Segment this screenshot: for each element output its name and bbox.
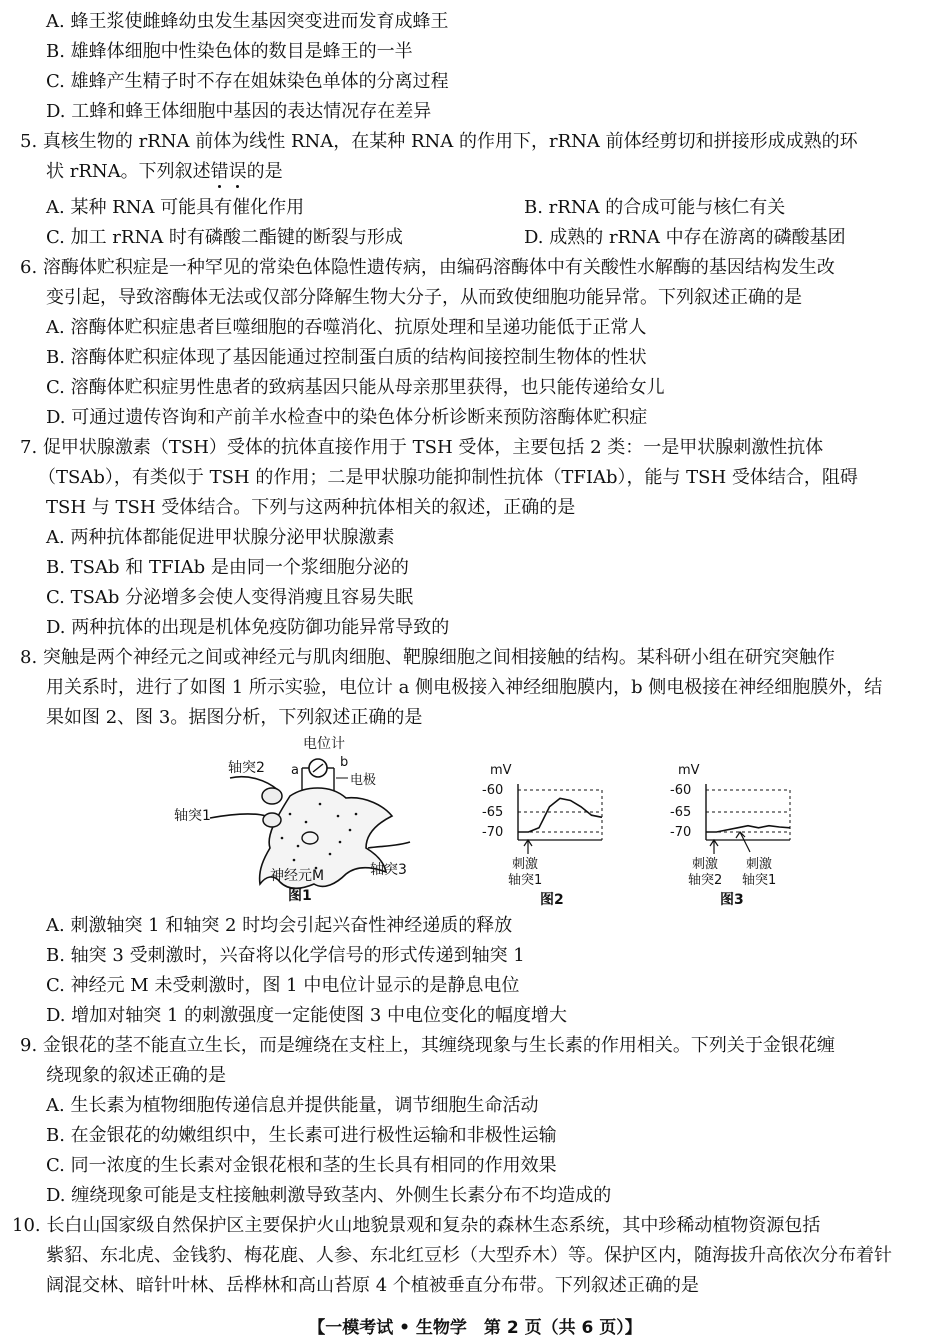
- fig2-stim-label-2: 轴突1: [508, 873, 543, 888]
- q6-option-b: B. 溶酶体贮积症体现了基因能通过控制蛋白质的结构间接控制生物体的性状: [46, 347, 647, 368]
- emphasis-mark: [211, 161, 247, 182]
- fig3-potential-curve: [706, 826, 790, 832]
- q9-option-b: B. 在金银花的幼嫩组织中，生长素可进行极性运输和非极性运输: [46, 1125, 557, 1146]
- emphasis-dot: [218, 185, 221, 188]
- fig2-caption: 图2: [540, 892, 564, 908]
- q9-stem-line1: 9. 金银花的茎不能直立生长，而是缠绕在支柱上，其缠绕现象与生长素的作用相关。下列关于金银花缠: [20, 1035, 835, 1056]
- q5-stem-line1: 5. 真核生物的 rRNA 前体为线性 RNA，在某种 RNA 的作用下，rRNA 前体经剪切和拼接形成成熟的环: [20, 131, 858, 152]
- fig3-stim2-label-1: 刺激: [746, 857, 773, 872]
- fig3-stim1-label-1: 刺激: [692, 857, 719, 872]
- q9-option-c: C. 同一浓度的生长素对金银花根和茎的生长具有相同的作用效果: [46, 1155, 557, 1176]
- q6-option-a: A. 溶酶体贮积症患者巨噬细胞的吞噬消化、抗原处理和呈递功能低于正常人: [46, 317, 647, 338]
- q6-option-d: D. 可通过遗传咨询和产前羊水检查中的染色体分析诊断来预防溶酶体贮积症: [46, 407, 648, 428]
- q9-option-a: A. 生长素为植物细胞传递信息并提供能量，调节细胞生命活动: [46, 1095, 539, 1116]
- q5-stem-pre: 状 rRNA。下列叙述: [46, 161, 211, 182]
- fig2-unit: mV: [490, 763, 512, 778]
- q5-option-a: A. 某种 RNA 可能具有催化作用: [46, 197, 305, 218]
- q8-option-c: C. 神经元 M 未受刺激时，图 1 中电位计显示的是静息电位: [46, 975, 520, 996]
- axon-3: [368, 842, 410, 848]
- fig3-stim2-label-2: 轴突1: [742, 873, 777, 888]
- q7-option-c: C. TSAb 分泌增多会使人变得消瘦且容易失眠: [46, 587, 414, 608]
- q6-option-c: C. 溶酶体贮积症男性患者的致病基因只能从母亲那里获得，也只能传递给女儿: [46, 377, 665, 398]
- q5-option-d: D. 成熟的 rRNA 中存在游离的磷酸基团: [524, 227, 846, 248]
- q10-stem-line1: 10. 长白山国家级自然保护区主要保护火山地貌景观和复杂的森林生态系统，其中珍稀动植物资源包括: [12, 1215, 821, 1236]
- q10-stem-line3: 阔混交林、暗针叶林、岳桦林和高山苔原 4 个植被垂直分布带。下列叙述正确的是: [46, 1275, 699, 1296]
- axon-2-terminal: [262, 788, 282, 804]
- fig3-stimulus-arrow-2: [740, 832, 750, 852]
- fig3-unit: mV: [678, 763, 700, 778]
- fig1-b-label: b: [340, 755, 349, 770]
- q7-option-d: D. 两种抗体的出现是机体免疫防御功能异常导致的: [46, 617, 450, 638]
- fig1-caption: 图1: [288, 888, 312, 904]
- q5-option-c: C. 加工 rRNA 时有磷酸二酯键的断裂与形成: [46, 227, 403, 248]
- fig3-stimulus-arrowhead-2: [736, 832, 745, 838]
- fig2-tick-65: -65: [482, 805, 504, 820]
- q4-option-c: C. 雄蜂产生精子时不存在姐妹染色单体的分离过程: [46, 71, 449, 92]
- q7-option-b: B. TSAb 和 TFIAb 是由同一个浆细胞分泌的: [46, 557, 409, 578]
- q5-stem-post: 的是: [246, 161, 283, 182]
- fig3-stim1-label-2: 轴突2: [688, 873, 723, 888]
- fig2-stim-label-1: 刺激: [512, 857, 539, 872]
- fig1-a-label: a: [291, 763, 299, 778]
- axon-1: [210, 814, 266, 818]
- figure-3-potential-chart: [666, 762, 796, 908]
- q4-option-b: B. 雄蜂体细胞中性染色体的数目是蜂王的一半: [46, 41, 413, 62]
- fig1-axon3-label: 轴突3: [370, 862, 407, 878]
- page-footer: 【一模考试 • 生物学 第 2 页（共 6 页）】: [308, 1318, 642, 1338]
- q8-stem-line2: 用关系时，进行了如图 1 所示实验，电位计 a 侧电极接入神经细胞膜内，b 侧电极接在神经细胞膜外，结: [46, 677, 883, 698]
- q7-stem-line2: （TSAb），有类似于 TSH 的作用；二是甲状腺功能抑制性抗体（TFIAb），能与 TSH 受体结合，阻碍: [38, 467, 858, 488]
- q5-stem-line2: [46, 160, 283, 184]
- fig2-potential-curve: [518, 798, 602, 832]
- q7-stem-line3: TSH 与 TSH 受体结合。下列与这两种抗体相关的叙述，正确的是: [46, 497, 576, 518]
- q4-option-a: A. 蜂王浆使雌蜂幼虫发生基因突变进而发育成蜂王: [46, 11, 449, 32]
- voltmeter-needle: [313, 764, 323, 772]
- q5-emphasis-word: 错误: [210, 161, 247, 182]
- q5-option-b: B. rRNA 的合成可能与核仁有关: [524, 197, 786, 218]
- q8-option-a: A. 刺激轴突 1 和轴突 2 时均会引起兴奋性神经递质的释放: [46, 915, 513, 936]
- q8-option-d: D. 增加对轴突 1 的刺激强度一定能使图 3 中电位变化的幅度增大: [46, 1005, 568, 1026]
- figure-1-neuron-diagram: [170, 734, 430, 906]
- q8-stem-line1: 8. 突触是两个神经元之间或神经元与肌肉细胞、靶腺细胞之间相接触的结构。某科研小组在研究突触作: [20, 647, 835, 668]
- fig1-axon1-label: 轴突1: [174, 808, 211, 824]
- q6-stem-line2: 变引起，导致溶酶体无法或仅部分降解生物大分子，从而致使细胞功能异常。下列叙述正确的是: [46, 287, 802, 308]
- fig3-tick-60: -60: [670, 783, 692, 798]
- q10-stem-line2: 紫貂、东北虎、金钱豹、梅花鹿、人参、东北红豆杉（大型乔木）等。保护区内，随海拔升高依次分布着针: [46, 1245, 892, 1266]
- fig2-tick-70: -70: [482, 825, 504, 840]
- q6-stem-line1: 6. 溶酶体贮积症是一种罕见的常染色体隐性遗传病，由编码溶酶体中有关酸性水解酶的基因结构发生改: [20, 257, 835, 278]
- fig3-tick-70: -70: [670, 825, 692, 840]
- fig1-neuron-label: 神经元M: [270, 868, 325, 884]
- fig1-electrode-label: 电极: [350, 773, 377, 788]
- q7-stem-line1: 7. 促甲状腺激素（TSH）受体的抗体直接作用于 TSH 受体，主要包括 2 类：一是甲状腺刺激性抗体: [20, 437, 824, 458]
- figure-2-potential-chart: [478, 762, 608, 908]
- fig1-axon2-label: 轴突2: [228, 760, 265, 776]
- q8-option-b: B. 轴突 3 受刺激时，兴奋将以化学信号的形式传递到轴突 1: [46, 945, 525, 966]
- fig3-caption: 图3: [720, 892, 744, 908]
- q8-stem-line3: 果如图 2、图 3。据图分析，下列叙述正确的是: [46, 707, 423, 728]
- emphasis-dot: [236, 185, 239, 188]
- fig1-meter-label: 电位计: [303, 736, 345, 752]
- q9-stem-line2: 绕现象的叙述正确的是: [46, 1065, 226, 1086]
- q9-option-d: D. 缠绕现象可能是支柱接触刺激导致茎内、外侧生长素分布不均造成的: [46, 1185, 612, 1206]
- fig3-tick-65: -65: [670, 805, 692, 820]
- axon-1-terminal: [263, 813, 281, 827]
- q7-option-a: A. 两种抗体都能促进甲状腺分泌甲状腺激素: [46, 527, 395, 548]
- q4-option-d: D. 工蜂和蜂王体细胞中基因的表达情况存在差异: [46, 101, 432, 122]
- fig2-tick-60: -60: [482, 783, 504, 798]
